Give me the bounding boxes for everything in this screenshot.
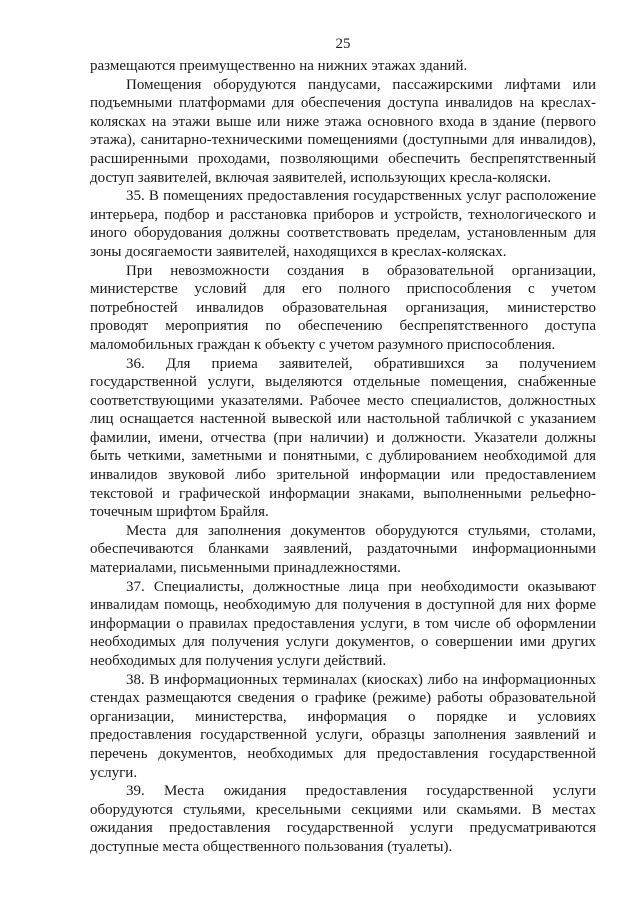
paragraph-39: 39. Места ожидания предоставления государственной услуги оборудуются стульями, кресельными секциями или скамьями. В местах ожидания предоставления государственной услуги предусматриваются доступные места общественного пользования (туалеты). xyxy=(90,783,596,855)
paragraph-36: 36. Для приема заявителей, обратившихся за получением государственной услуги, выделяются отдельные помещения, снабженные соответствующими указателями. Рабочее место специалистов, должностных лиц оснащается настенной вывеской или настольной табличкой с указанием фамилии, имени, отчества (при наличии) и должности. Указатели должны быть четкими, заметными и понятными, с дублированием необходимой для инвалидов звуковой либо зрительной информации или предоставлением текстовой и графической информации знаками, выполненными рельефно-точечным шрифтом Брайля. xyxy=(90,355,596,521)
document-page xyxy=(90,0,596,905)
paragraph-premises-equipment: Помещения оборудуются пандусами, пассажирскими лифтами или подъемными платформами для обеспечения доступа инвалидов на креслах-колясках на этажи выше или ниже этажа основного входа в здание (первого этажа), санитарно-техническими помещениями (доступными для инвалидов), расширенными проходами, позволяющими обеспечить беспрепятственный доступ заявителей, включая заявителей, использующих кресла-коляски. xyxy=(90,76,596,186)
paragraph-37: 37. Специалисты, должностные лица при необходимости оказывают инвалидам помощь, необходимую для получения в доступной для них форме информации о правилах предоставления услуги, в том числе об оформлении необходимых для получения услуги документов, о совершении ими других необходимых для получения услуги действий. xyxy=(90,578,596,669)
paragraph-document-filling-places: Места для заполнения документов оборудуются стульями, столами, обеспечиваются бланками заявлений, раздаточными информационными материалами, письменными принадлежностями. xyxy=(90,522,596,577)
page-number: 25 xyxy=(335,36,351,52)
paragraph-continuation: размещаются преимущественно на нижних этажах зданий. xyxy=(90,58,468,74)
paragraph-35: 35. В помещениях предоставления государственных услуг расположение интерьера, подбор и расстановка приборов и устройств, технологического и иного оборудования должны соответствовать пределам, установленным для зоны досягаемости заявителей, находящихся в креслах-колясках. xyxy=(90,188,596,260)
paragraph-38: 38. В информационных терминалах (киосках) либо на информационных стендах размещаются сведения о графике (режиме) работы образовательной организации, министерства, информация о порядке и условиях предоставления государственной услуги, образцы заполнения заявлений и перечень документов, необходимых для предоставления государственной услуги. xyxy=(90,671,596,781)
body-text xyxy=(90,57,596,857)
paragraph-reasonable-adaptation: При невозможности создания в образовательной организации, министерстве условий для его полного приспособления с учетом потребностей инвалидов образовательная организация, министерство проводят мероприятия по обеспечению беспрепятственного доступа маломобильных граждан к объекту с учетом разумного приспособления. xyxy=(90,262,596,353)
